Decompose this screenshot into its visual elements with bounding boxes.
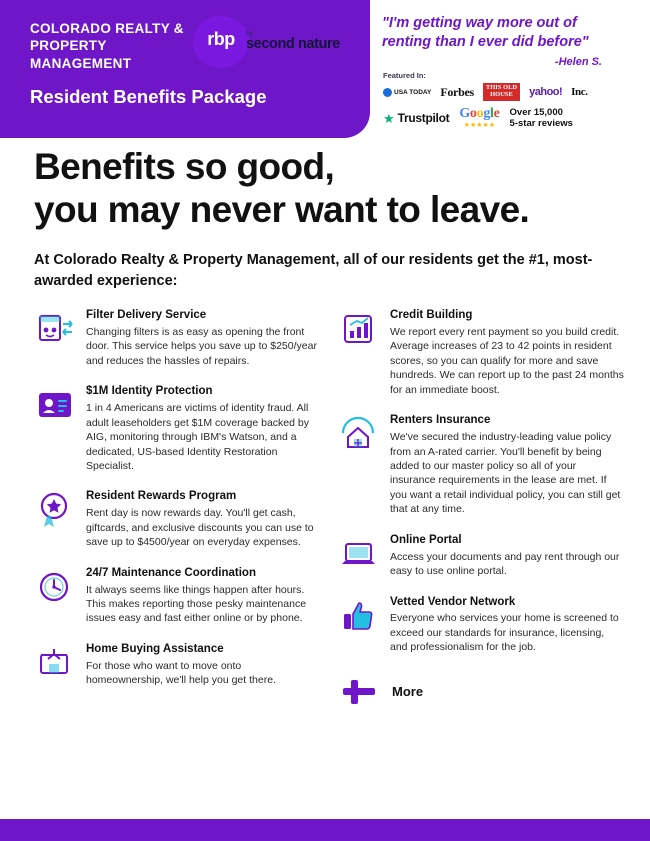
forbes-logo: Forbes [440, 84, 474, 99]
benefits-columns [34, 308, 624, 713]
benefit-description: Rent day is now rewards day. You'll get cash, giftcards, and exclusive discounts you can use to save up to $4500/year on everyday expenses. [86, 507, 314, 549]
reviews-count-line2: 5-star reviews [509, 118, 573, 129]
testimonial-author: -Helen S. [554, 56, 602, 68]
plus-icon [338, 671, 380, 713]
benefit-identity-protection [34, 384, 320, 473]
reviews-count-line1: Over 15,000 [509, 106, 563, 118]
benefit-title: $1M Identity Protection [86, 385, 213, 398]
benefit-body [390, 413, 624, 517]
benefits-column-left [34, 308, 320, 713]
thumbs-up-icon [338, 595, 380, 637]
inc-logo: Inc. [571, 86, 588, 98]
benefit-description: 1 in 4 Americans are victims of identity fraud. All adult leaseholders get $1M coverage backed by AIG, monitoring through IBM's Watson, and a dedicated, US-based Identity Restoration Specialist. [86, 402, 309, 472]
benefit-body [86, 489, 320, 549]
trustpilot-logo [383, 111, 449, 125]
usa-today-logo [383, 88, 431, 97]
benefit-title: 24/7 Maintenance Coordination [86, 566, 256, 579]
subheadline: At Colorado Realty & Property Management, all of our residents get the #1, most-awarded experience: [34, 252, 593, 290]
more-benefits-row [338, 671, 624, 713]
benefit-title: Home Buying Assistance [86, 642, 224, 655]
trustpilot-label: Trustpilot [397, 111, 450, 125]
benefit-title: Online Portal [390, 533, 462, 546]
benefit-body [390, 308, 624, 397]
benefit-filter-delivery [34, 308, 320, 368]
renters-insurance-icon [338, 413, 380, 455]
rbp-logo [193, 16, 253, 70]
this-old-house-logo [483, 83, 520, 101]
headline-line-2: you may never want to leave. [34, 188, 530, 230]
google-reviews-logo [459, 107, 499, 129]
more-label: More [392, 684, 424, 700]
benefit-renters-insurance [338, 413, 624, 517]
rbp-logo-text: rbp [207, 29, 235, 49]
star-icon: ★ [383, 110, 395, 126]
identity-protection-icon [34, 384, 76, 426]
benefit-vetted-vendor-network [338, 595, 624, 655]
benefit-title: Credit Building [390, 309, 473, 321]
page-title: Resident Benefits Package [30, 86, 267, 107]
credit-chart-icon [338, 308, 380, 350]
second-nature-logo [246, 30, 356, 52]
press-logos-row-1 [383, 82, 613, 102]
company-name: COLORADO REALTY & PROPERTY MANAGEMENT [30, 21, 184, 71]
filter-delivery-icon [34, 308, 76, 350]
featured-in-label: Featured In: [383, 71, 426, 80]
benefit-online-portal [338, 533, 624, 579]
benefit-resident-rewards [34, 489, 320, 549]
google-label: Google [459, 106, 500, 121]
testimonial-quote: "I'm getting way more out of renting than I ever did before" [382, 15, 589, 50]
this-old-house-line2: HOUSE [490, 91, 513, 98]
benefit-title: Vetted Vendor Network [390, 595, 516, 608]
benefit-description: It always seems like things happen after hours. This makes reporting those pesky maintenance issues easy and fast either online or by phone. [86, 583, 307, 625]
benefit-title: Filter Delivery Service [86, 309, 207, 321]
google-stars-icon: ★★★★★ [463, 122, 496, 129]
benefit-body [86, 642, 320, 688]
benefit-body [86, 308, 320, 368]
this-old-house-line1: THIS OLD [485, 84, 518, 92]
home-buying-icon [34, 642, 76, 684]
usa-today-dot-icon [383, 88, 392, 97]
benefit-description: Everyone who services your home is screened to exceed our standards for insurance, licensing, and professionalism for the job. [390, 612, 619, 654]
benefit-title: Renters Insurance [390, 414, 491, 427]
footer-bar [0, 819, 650, 841]
reviews-count [510, 107, 573, 130]
headline [34, 146, 634, 232]
yahoo-logo: yahoo! [529, 86, 563, 98]
benefit-body [390, 595, 624, 655]
benefit-description: Changing filters is as easy as opening the front door. This service helps you save up to $250/year and reduces the hassles of repairs. [86, 325, 317, 367]
rewards-badge-icon [34, 489, 76, 531]
benefit-maintenance-coordination [34, 566, 320, 626]
clock-icon [34, 566, 76, 608]
benefit-body [86, 384, 320, 473]
document-header [0, 0, 650, 138]
benefit-description: We've secured the industry-leading value policy from an A-rated carrier. You'll benefit by being added to our master policy so all of your insurance requirements in the lease are met. If you want a retail individual policy, you can still get that at any time. [390, 431, 621, 516]
laptop-icon [338, 533, 380, 575]
benefit-credit-building [338, 308, 624, 397]
benefit-body [86, 566, 320, 626]
benefit-home-buying-assistance [34, 642, 320, 688]
benefit-description: Access your documents and pay rent through our easy to use online portal. [390, 550, 620, 578]
usa-today-label: USA TODAY [394, 88, 432, 96]
second-nature-by-label: by [246, 30, 254, 37]
benefit-description: We report every rent payment so you build credit. Average increases of 23 to 42 points in resident scores, so you can qualify for more and save hundreds. We can report up to the past 24 months for an immediate boost. [390, 325, 624, 396]
benefit-description: For those who want to move onto homeownership, we'll help you get there. [86, 659, 276, 687]
benefits-column-right [338, 308, 624, 713]
benefit-title: Resident Rewards Program [86, 490, 237, 503]
benefit-body [390, 533, 624, 579]
second-nature-name: second nature [246, 36, 340, 52]
headline-line-1: Benefits so good, [34, 146, 335, 187]
press-logos-row-2 [383, 106, 623, 130]
